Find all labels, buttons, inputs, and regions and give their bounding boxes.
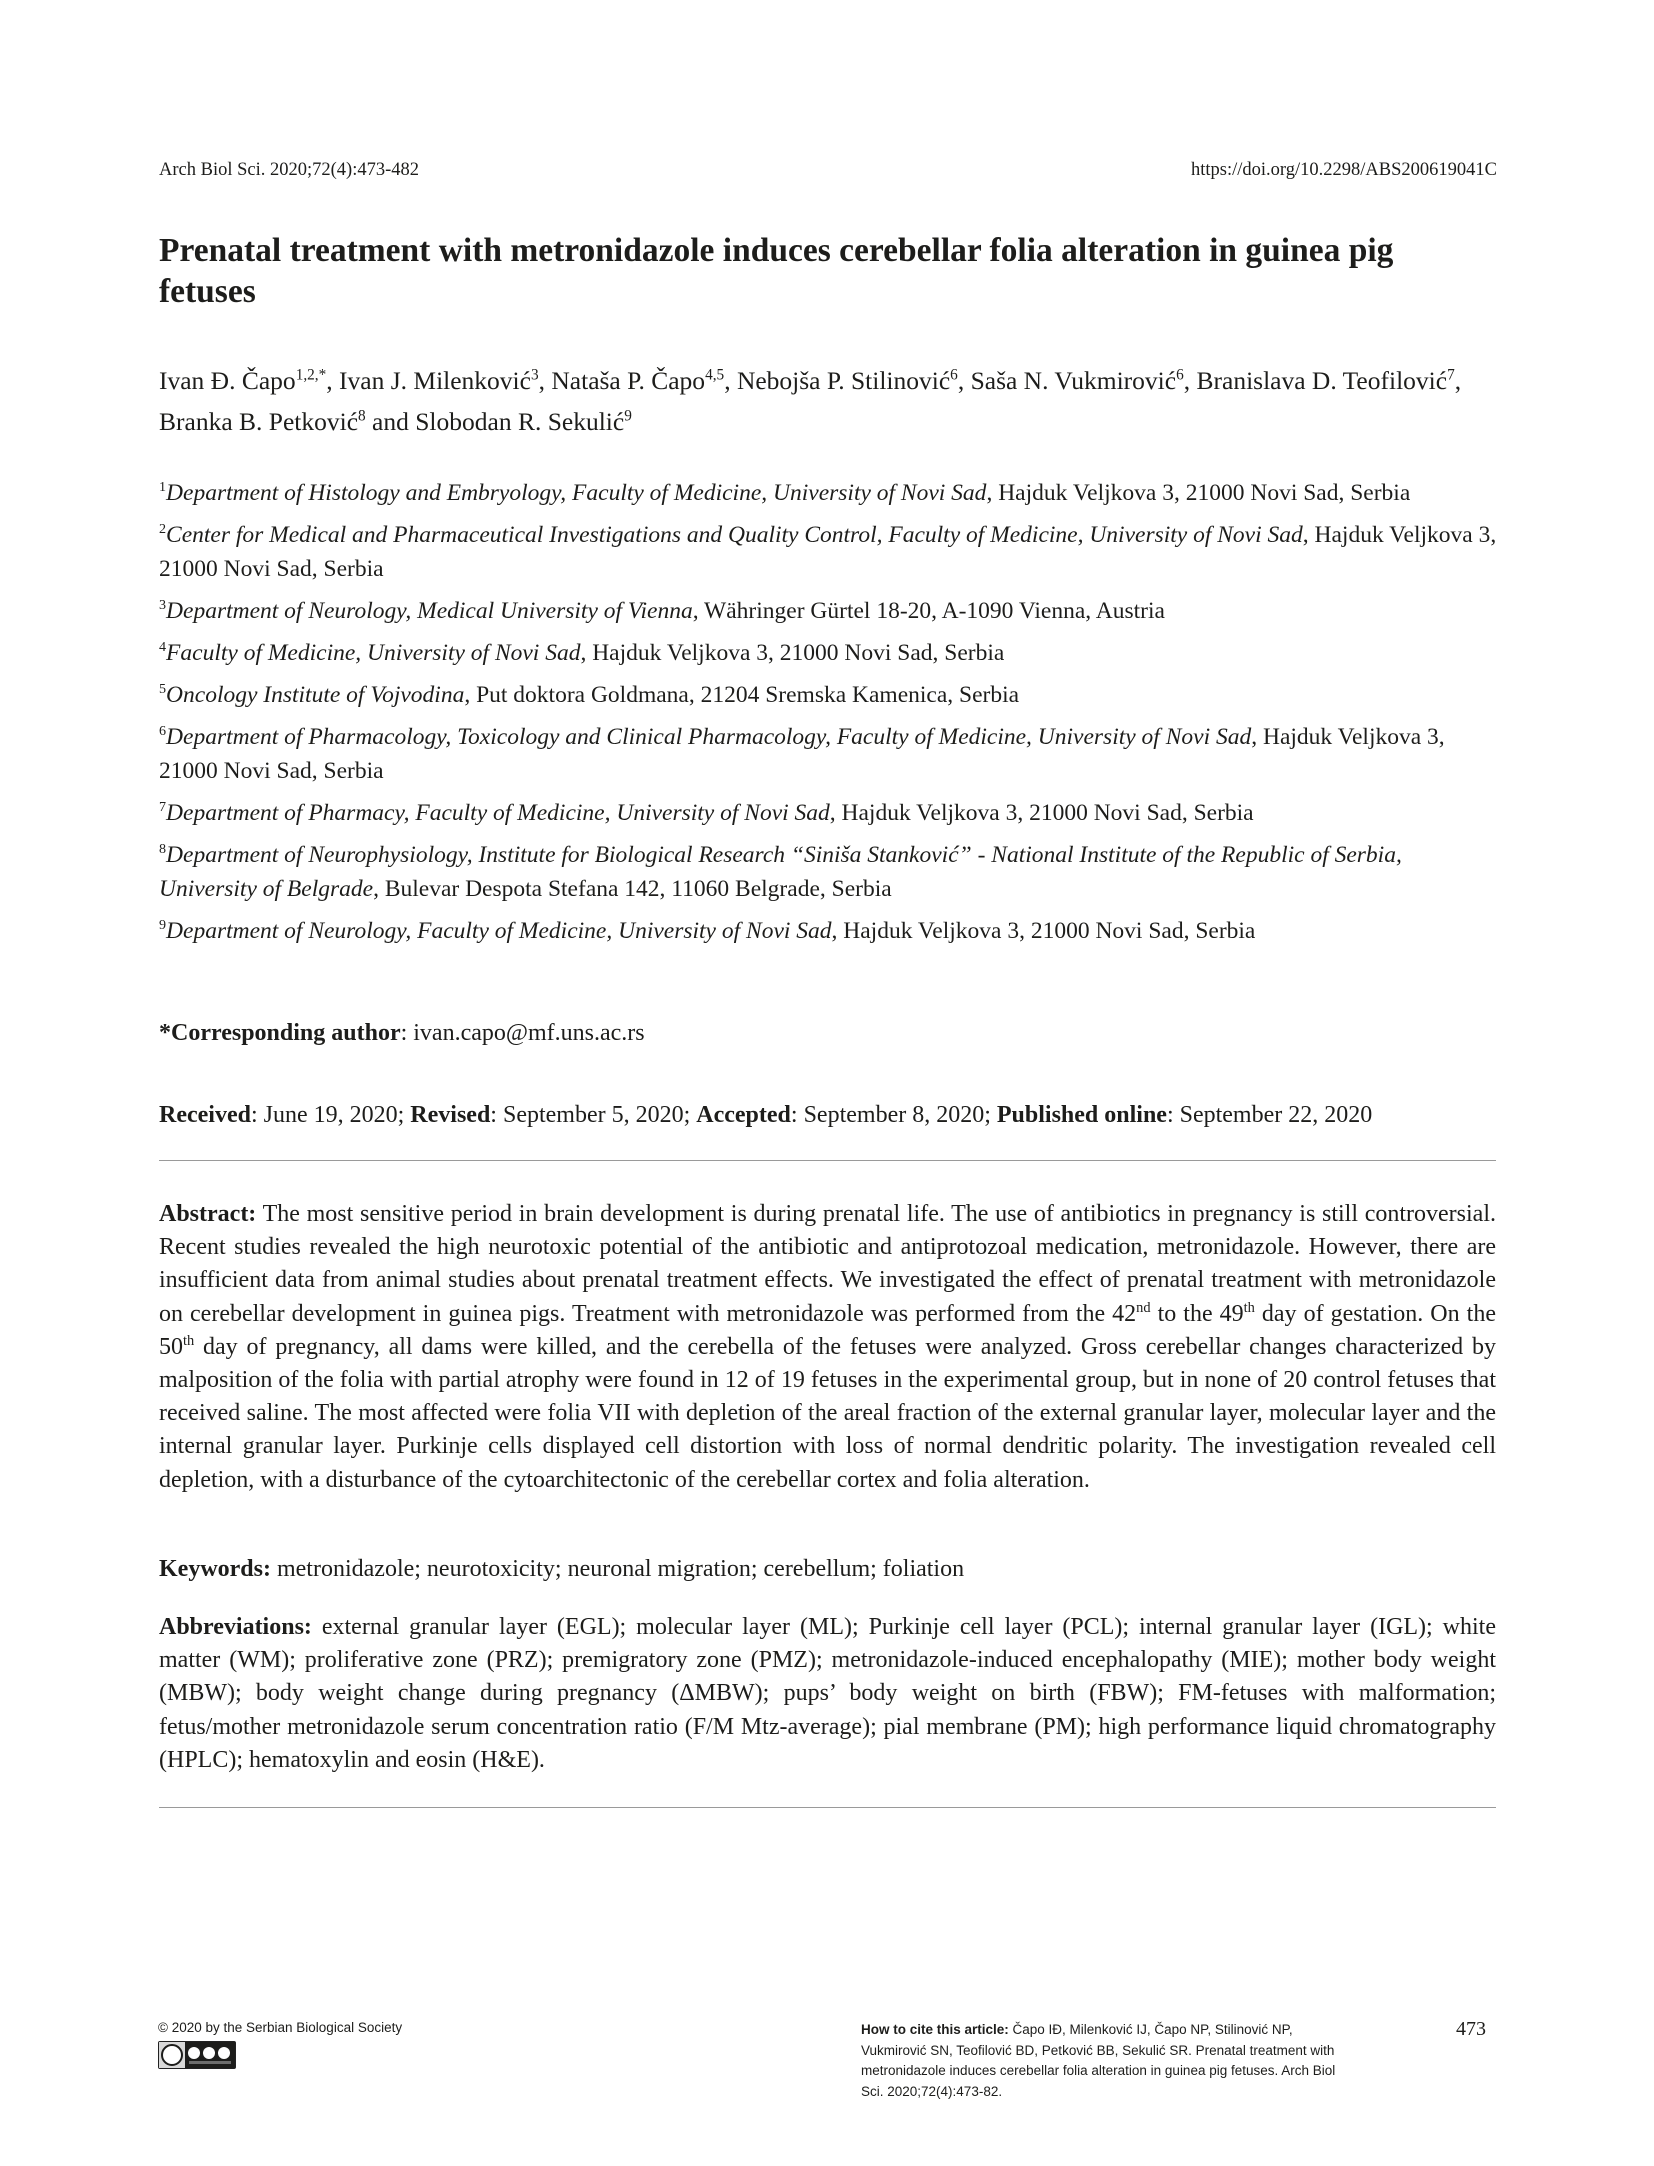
author-affiliation-marker: 8 <box>358 407 366 425</box>
authors-and: and <box>372 407 409 436</box>
abstract-text-2: to the 49 <box>1150 1300 1244 1327</box>
corresponding-label: *Corresponding author <box>159 1020 401 1046</box>
revised-label: Revised <box>410 1102 491 1128</box>
author-name: Nataša P. Čapo <box>551 366 706 395</box>
affiliation-number: 1 <box>159 479 167 496</box>
affiliation-address: , Put doktora Goldmana, 21204 Sremska Kamenica, Serbia <box>464 682 1020 708</box>
abstract-text-1: The most sensitive period in brain development is during prenatal life. The use of antibiotics in pregnancy is still controversial. Recent studies revealed the high neurotoxic potential of the antibiotic and antiprotozoal medication, metronidazole. However, there are insufficient data from animal studies about prenatal treatment effects. We investigated the effect of prenatal treatment with metronidazole on cerebellar development in guinea pigs. Treatment with metronidazole was performed from the 42 <box>159 1201 1496 1327</box>
author-list: Ivan Đ. Čapo$^{1,2,*}$, Ivan J. Milenković$^3$, Nataša P. Čapo$^{4,5}$, Nebojša P. Stilinović$^6$, Saša N. Vukmirović$^6$, Branislava D. Teofilović$^7$, Branka B. Petković$^8$ and Slobodan R. Sekulić$^9$ <box>159 366 1462 436</box>
revised-date: : September 5, 2020; <box>490 1102 697 1128</box>
divider-bottom <box>159 1807 1496 1808</box>
affiliation-institution: Department of Pharmacy, Faculty of Medicine, University of Novi Sad <box>166 800 830 826</box>
affiliation-number: 3 <box>159 597 167 614</box>
affiliation-list <box>159 476 1499 956</box>
author-name: Ivan Đ. Čapo <box>159 366 296 395</box>
abstract-text-4: day of pregnancy, all dams were killed, and the cerebella of the fetuses were analyzed. Gross cerebellar changes characterized by malposition of the folia with partial atrophy were found in 12 of 19 fetuses in the experimental group, but in none of 20 control fetuses that received saline. The most affected were folia VII with depletion of the areal fraction of the external granular layer, molecular layer and the internal granular layer. Purkinje cells displayed cell distortion with loss of normal dendritic polarity. The investigation revealed cell depletion, with a disturbance of the cytoarchitectonic of the cerebellar cortex and folia alteration. <box>159 1333 1496 1493</box>
page-number: 473 <box>1456 2018 1486 2040</box>
author-affiliation-marker: 9 <box>624 407 632 425</box>
affiliation-address: , Hajduk Veljkova 3, 21000 Novi Sad, Serbia <box>159 724 1445 784</box>
affiliation-item <box>159 838 1499 906</box>
abstract-sup-1: nd <box>1136 1299 1151 1316</box>
author-affiliation-marker: 3 <box>530 366 539 384</box>
published-label: Published online <box>996 1102 1167 1128</box>
affiliation-address: , Hajduk Veljkova 3, 21000 Novi Sad, Serbia <box>580 640 1005 666</box>
abstract-text-3: day of gestation. On the 50 <box>159 1300 1496 1360</box>
affiliation-address: , Hajduk Veljkova 3, 21000 Novi Sad, Serbia <box>829 800 1254 826</box>
abbreviations-text: external granular layer (EGL); molecular layer (ML); Purkinje cell layer (PCL); internal granular layer (IGL); white matter (WM); proliferative zone (PRZ); premigratory zone (PMZ); metronidazole-induced encephalopathy (MIE); mother body weight (MBW); body weight change during pregnancy (ΔMBW); pups’ body weight on birth (FBW); FM-fetuses with malformation; fetus/mother metronidazole serum concentration ratio (F/M Mtz-average); pial membrane (PM); high performance liquid chromatography (HPLC); hematoxylin and eosin (H&E). <box>159 1614 1496 1773</box>
journal-citation: Arch Biol Sci. 2020;72(4):473-482 <box>159 160 420 180</box>
affiliation-address: , Hajduk Veljkova 3, 21000 Novi Sad, Serbia <box>159 522 1497 582</box>
affiliation-item <box>159 518 1499 586</box>
affiliation-address: , Hajduk Veljkova 3, 21000 Novi Sad, Serbia <box>831 918 1256 944</box>
affiliation-item <box>159 720 1499 788</box>
keywords-label: Keywords: <box>159 1556 271 1582</box>
abbreviations <box>159 1611 1496 1777</box>
affiliation-institution: Department of Neurology, Medical University of Vienna <box>166 598 693 624</box>
received-date: : June 19, 2020; <box>250 1102 411 1128</box>
cite-label: How to cite this article: <box>861 2022 1009 2037</box>
abstract-label: Abstract: <box>159 1201 257 1227</box>
abbreviations-label: Abbreviations: <box>159 1614 312 1640</box>
affiliation-number: 5 <box>159 681 167 698</box>
affiliation-institution: Faculty of Medicine, University of Novi Sad <box>166 640 581 666</box>
affiliation-number: 9 <box>159 917 167 934</box>
article-title: Prenatal treatment with metronidazole induces cerebellar folia alteration in guinea pig fetuses <box>159 232 1394 310</box>
doi-link[interactable]: https://doi.org/10.2298/ABS200619041C <box>1191 160 1497 180</box>
affiliation-address: , Währinger Gürtel 18-20, A-1090 Vienna, Austria <box>692 598 1165 624</box>
how-to-cite <box>861 2020 1361 2102</box>
affiliation-number: 6 <box>159 723 167 740</box>
corresponding-email[interactable]: : ivan.capo@mf.uns.ac.rs <box>400 1020 645 1046</box>
affiliation-institution: Center for Medical and Pharmaceutical Investigations and Quality Control, Faculty of Medicine, University of Novi Sad <box>166 522 1303 548</box>
affiliation-item <box>159 914 1499 948</box>
affiliation-item <box>159 476 1499 510</box>
corresponding-author <box>159 1020 645 1047</box>
license-badge-graphic <box>159 2042 235 2068</box>
author-name: Nebojša P. Stilinović <box>736 366 951 395</box>
affiliation-institution: Department of Histology and Embryology, Faculty of Medicine, University of Novi Sad <box>166 480 987 506</box>
author-name: Branka B. Petković <box>159 407 359 436</box>
abstract-sup-2: th <box>1243 1299 1255 1316</box>
copyright-notice: © 2020 by the Serbian Biological Society <box>158 2020 403 2035</box>
author-affiliation-marker: 6 <box>1176 366 1184 384</box>
keywords <box>159 1556 1496 1583</box>
affiliation-address: , Bulevar Despota Stefana 142, 11060 Belgrade, Serbia <box>373 876 892 902</box>
affiliation-institution: Department of Neurology, Faculty of Medicine, University of Novi Sad <box>166 918 832 944</box>
author-affiliation-marker: 6 <box>950 366 958 384</box>
author-affiliation-marker: 4,5 <box>705 366 725 384</box>
publication-dates <box>159 1102 1499 1129</box>
accepted-label: Accepted <box>696 1102 791 1128</box>
received-label: Received <box>159 1102 251 1128</box>
affiliation-number: 2 <box>159 521 167 538</box>
published-date: : September 22, 2020 <box>1166 1102 1373 1128</box>
cc-by-nc-nd-icon[interactable] <box>158 2041 236 2069</box>
affiliation-item <box>159 796 1499 830</box>
abstract <box>159 1198 1496 1497</box>
affiliation-institution: Department of Pharmacology, Toxicology and Clinical Pharmacology, Faculty of Medicine, University of Novi Sad <box>166 724 1252 750</box>
affiliation-number: 8 <box>159 841 167 858</box>
author-name: Branislava D. Teofilović <box>1196 366 1448 395</box>
affiliation-item <box>159 678 1499 712</box>
affiliation-item <box>159 594 1499 628</box>
accepted-date: : September 8, 2020; <box>790 1102 997 1128</box>
abstract-sup-3: th <box>183 1332 195 1349</box>
keywords-text: metronidazole; neurotoxicity; neuronal migration; cerebellum; foliation <box>270 1556 965 1582</box>
affiliation-item <box>159 636 1499 670</box>
affiliation-number: 4 <box>159 639 167 656</box>
affiliation-address: , Hajduk Veljkova 3, 21000 Novi Sad, Serbia <box>986 480 1411 506</box>
affiliation-institution: Oncology Institute of Vojvodina <box>166 682 465 708</box>
author-affiliation-marker: 7 <box>1447 366 1455 384</box>
divider-top <box>159 1160 1496 1161</box>
author-name: Ivan J. Milenković <box>339 366 531 395</box>
author-name: Saša N. Vukmirović <box>970 366 1177 395</box>
affiliation-institution: Department of Neurophysiology, Institute for Biological Research “Siniša Stanković” - National Institute of the Republic of Serbia, University of Belgrade <box>159 842 1402 902</box>
author-affiliation-marker: 1,2,* <box>295 366 327 384</box>
affiliation-number: 7 <box>159 799 167 816</box>
author-name: Slobodan R. Sekulić <box>415 407 625 436</box>
cite-text: Čapo IĐ, Milenković IJ, Čapo NP, Stilinović NP, Vukmirović SN, Teofilović BD, Petković BB, Sekulić SR. Prenatal treatment with metronidazole induces cerebellar folia alteration in guinea pig fetuses. Arch Biol Sci. 2020;72(4):473-82. <box>861 2022 1336 2099</box>
